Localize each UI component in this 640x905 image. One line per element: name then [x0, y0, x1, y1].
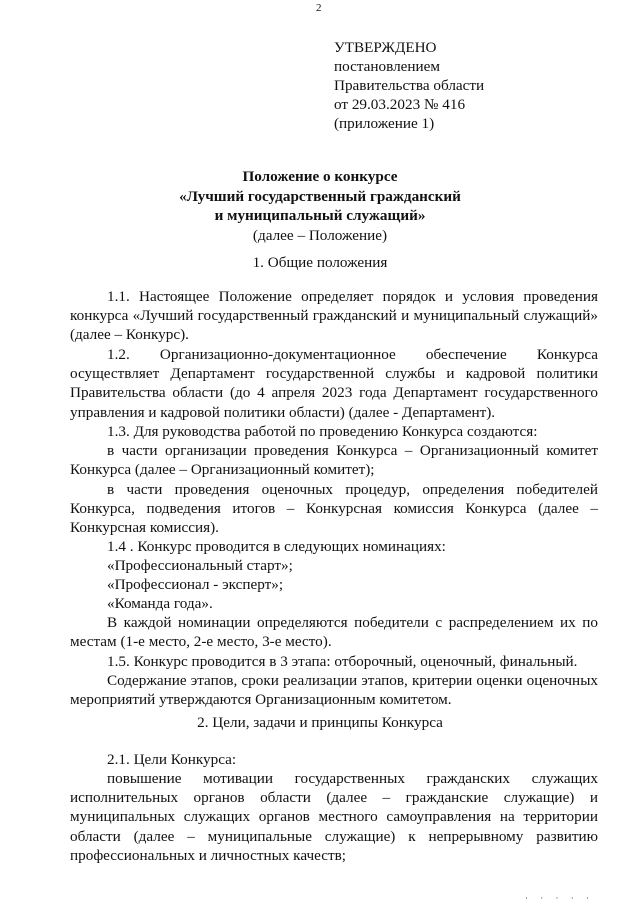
- paragraph: 1.1. Настоящее Положение определяет порядок и условия проведения конкурса «Лучший государственный гражданский и муниципальный служащий» (далее – Конкурс).: [70, 288, 598, 344]
- paragraph: повышение мотивации государственных гражданских служащих исполнительных органов области (далее – гражданские служащие) и муниципальных служащих органов местного самоуправления на территории области (далее – муниципальные служащие) к непрерывному развитию профессиональных и личностных качеств;: [70, 770, 598, 864]
- nomination-item: «Профессионал - эксперт»;: [107, 576, 284, 593]
- title-line: и муниципальный служащий»: [214, 207, 426, 224]
- approval-line: (приложение 1): [334, 115, 435, 132]
- title-line: Положение о конкурсе: [242, 168, 398, 185]
- approval-line: УТВЕРЖДЕНО: [334, 39, 437, 56]
- paragraph: в части проведения оценочных процедур, определения победителей Конкурса, подведения итогов – Конкурсная комиссия Конкурса (далее –Конкурсная комиссия).: [70, 481, 598, 537]
- section-heading: 2. Цели, задачи и принципы Конкурса: [197, 714, 443, 731]
- document-title: [0, 167, 640, 245]
- title-note: (далее – Положение): [252, 226, 388, 244]
- paragraph: 1.5. Конкурс проводится в 3 этапа: отборочный, оценочный, финальный.: [107, 653, 578, 670]
- approval-line: от 29.03.2023 № 416: [334, 96, 466, 113]
- approval-line: постановлением: [334, 58, 441, 75]
- paragraph: 1.2. Организационно-документационное обеспечение Конкурса осуществляет Департамент государственной службы и кадровой политики Правительства области (до 4 апреля 2023 года Департамент государственного управления и кадровой политики области) (далее - Департамент).: [70, 346, 598, 421]
- paragraph: 2.1. Цели Конкурса:: [107, 751, 237, 768]
- paragraph: 1.3. Для руководства работой по проведению Конкурса создаются:: [107, 423, 538, 440]
- scan-marks: · · · · ·: [525, 893, 594, 903]
- paragraph: 1.4 . Конкурс проводится в следующих номинациях:: [107, 538, 446, 555]
- title-line: «Лучший государственный гражданский: [179, 187, 461, 205]
- nomination-item: «Профессиональный старт»;: [107, 557, 293, 574]
- paragraph: Содержание этапов, сроки реализации этапов, критерии оценки оценочных мероприятий утверждаются Организационным комитетом.: [70, 672, 598, 709]
- approval-stamp: [334, 38, 484, 133]
- paragraph: В каждой номинации определяются победители с распределением их по местам (1-е место, 2-е место, 3-е место).: [70, 614, 598, 651]
- approval-line: Правительства области: [334, 77, 485, 94]
- paragraph: в части организации проведения Конкурса – Организационный комитет Конкурса (далее – Организационный комитет);: [70, 442, 598, 479]
- nomination-item: «Команда года».: [107, 595, 213, 612]
- section-heading: 1. Общие положения: [252, 254, 388, 271]
- page-number: 2: [316, 2, 322, 14]
